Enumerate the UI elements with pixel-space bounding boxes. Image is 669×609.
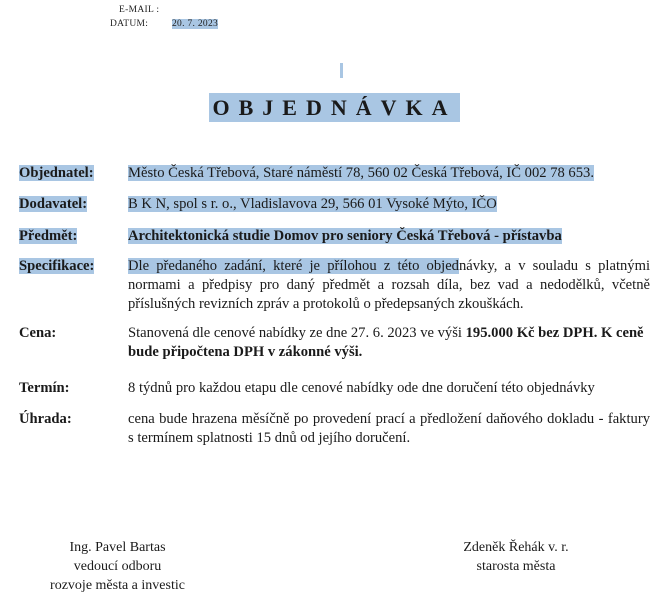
header-email-label: E-MAIL : bbox=[119, 5, 160, 15]
dodavatel-value: B K N, spol s r. o., Vladislavova 29, 566 01 Vysoké Mýto, IČO bbox=[128, 196, 497, 212]
signature-left-name: Ing. Pavel Bartas bbox=[69, 540, 166, 555]
dodavatel-label: Dodavatel: bbox=[19, 196, 88, 212]
signature-right bbox=[436, 538, 596, 576]
document-title-text: OBJEDNÁVKA bbox=[209, 93, 459, 122]
signature-right-role: starosta města bbox=[476, 559, 556, 574]
signature-left-role-line1: vedoucí odboru bbox=[73, 559, 162, 574]
termin-label: Termín: bbox=[19, 380, 70, 396]
header-datum-value: 20. 7. 2023 bbox=[172, 19, 219, 29]
specifikace-value-highlighted: Dle předaného zadání, které je přílohou z této objed bbox=[128, 258, 459, 274]
cena-label: Cena: bbox=[19, 325, 57, 341]
signature-left-role-line2: rozvoje města a investic bbox=[50, 578, 185, 593]
signature-right-name: Zdeněk Řehák v. r. bbox=[463, 540, 569, 555]
predmet-value: Architektonická studie Domov pro seniory Česká Třebová - přístavba bbox=[128, 228, 562, 244]
signature-left bbox=[30, 538, 205, 595]
objednatel-value: Město Česká Třebová, Staré náměstí 78, 560 02 Česká Třebová, IČ 002 78 653. bbox=[128, 165, 594, 181]
uhrada-label: Úhrada: bbox=[19, 411, 72, 427]
objednatel-label: Objednatel: bbox=[19, 165, 94, 181]
specifikace-label: Specifikace: bbox=[19, 258, 95, 274]
termin-value: 8 týdnů pro každou etapu dle cenové nabídky ode dne doručení této objednávky bbox=[128, 380, 595, 396]
cena-value-prefix: Stanovená dle cenové nabídky ze dne 27. 6. 2023 ve výši bbox=[128, 325, 466, 341]
cena-value-bold: 195.000 Kč bez DPH. K ceně bude připočtena DPH v zákonné výši. bbox=[128, 325, 644, 360]
specifikace-value-rest: návky, a v souladu s platnými normami a předpisy pro daný předmět a rozsah díla, bez vad a nedodělků, včetně příslušných revizních zpráv a protokolů o předepsaných zkouškách. bbox=[128, 258, 651, 312]
predmet-label: Předmět: bbox=[19, 228, 78, 244]
text-cursor-mark bbox=[340, 63, 343, 78]
header-datum-label: DATUM: bbox=[110, 19, 149, 29]
document-title bbox=[0, 95, 669, 121]
uhrada-value: cena bude hrazena měsíčně po provedení prací a předložení daňového dokladu - faktury s termínem splatnosti 15 dnů od jejího doručení. bbox=[128, 411, 650, 446]
